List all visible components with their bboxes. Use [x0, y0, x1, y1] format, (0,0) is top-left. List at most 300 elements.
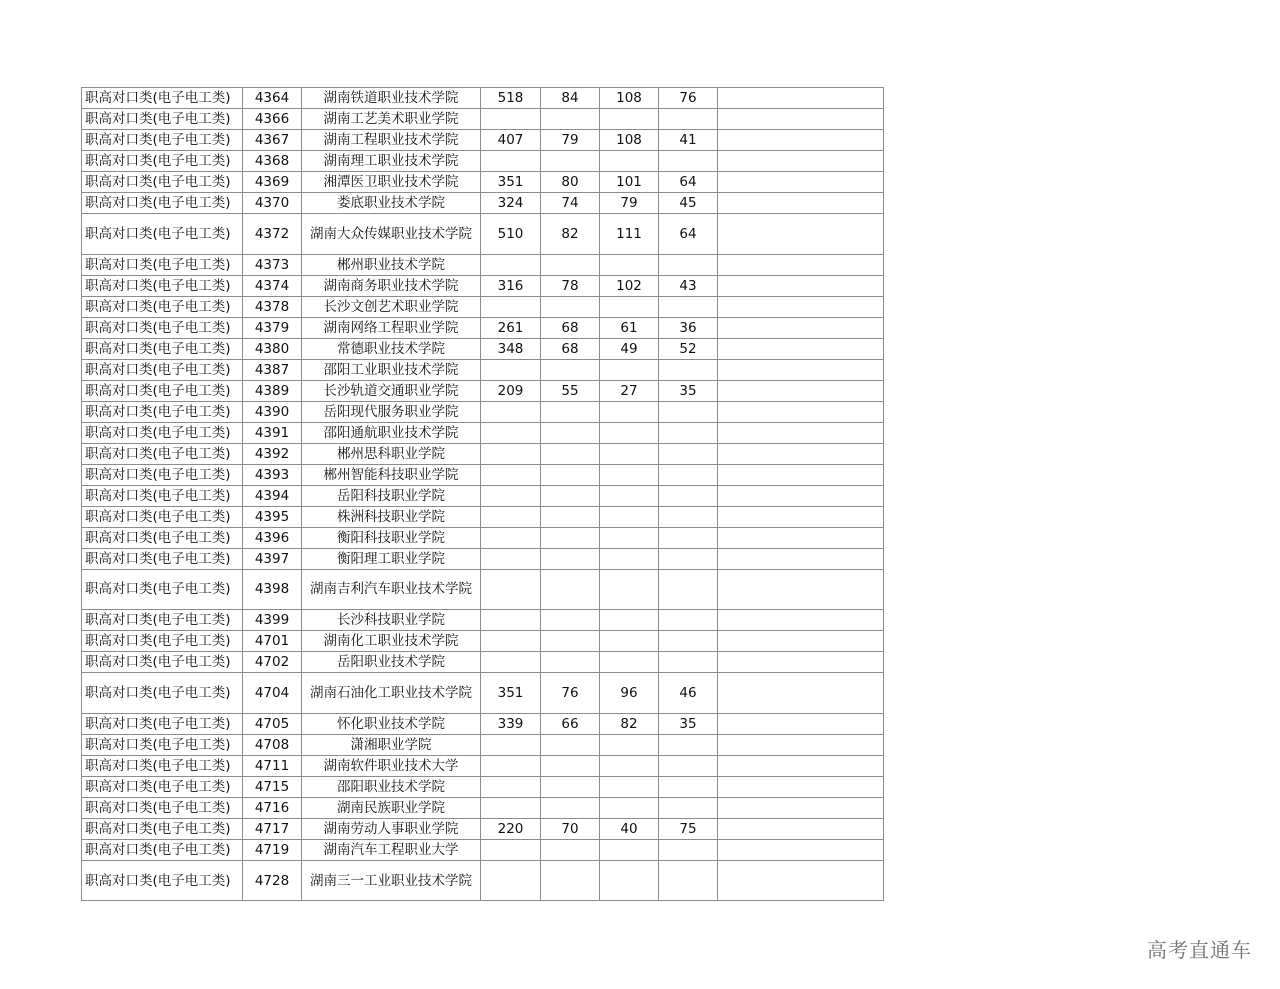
value-cell-4: 45: [659, 193, 718, 214]
school-name-cell: 岳阳职业技术学院: [302, 652, 481, 673]
category-cell: 职高对口类(电子电工类): [82, 569, 243, 610]
category-cell: 职高对口类(电子电工类): [82, 506, 243, 527]
table-row: [82, 443, 884, 464]
value-cell-2: [541, 734, 600, 755]
category-cell: 职高对口类(电子电工类): [82, 401, 243, 422]
code-cell: 4704: [243, 673, 302, 714]
category-cell: 职高对口类(电子电工类): [82, 464, 243, 485]
code-cell: 4364: [243, 88, 302, 109]
value-cell-5: [718, 506, 884, 527]
code-cell: 4368: [243, 151, 302, 172]
value-cell-3: [600, 506, 659, 527]
value-cell-4: 52: [659, 338, 718, 359]
value-cell-4: [659, 506, 718, 527]
table-row: [82, 464, 884, 485]
school-name-cell: 常德职业技术学院: [302, 338, 481, 359]
category-cell: 职高对口类(电子电工类): [82, 193, 243, 214]
category-cell: 职高对口类(电子电工类): [82, 317, 243, 338]
category-cell: 职高对口类(电子电工类): [82, 88, 243, 109]
value-cell-5: [718, 88, 884, 109]
value-cell-5: [718, 631, 884, 652]
school-name-cell: 衡阳理工职业学院: [302, 548, 481, 569]
value-cell-4: 35: [659, 380, 718, 401]
value-cell-1: [481, 443, 541, 464]
category-cell: 职高对口类(电子电工类): [82, 359, 243, 380]
value-cell-1: [481, 422, 541, 443]
value-cell-3: 108: [600, 130, 659, 151]
category-cell: 职高对口类(电子电工类): [82, 776, 243, 797]
category-cell: 职高对口类(电子电工类): [82, 130, 243, 151]
value-cell-5: [718, 464, 884, 485]
school-name-cell: 湖南商务职业技术学院: [302, 275, 481, 296]
value-cell-5: [718, 401, 884, 422]
watermark-text: 高考直通车: [1147, 938, 1252, 962]
code-cell: 4397: [243, 548, 302, 569]
category-cell: 职高对口类(电子电工类): [82, 631, 243, 652]
value-cell-2: 55: [541, 380, 600, 401]
value-cell-3: [600, 254, 659, 275]
school-name-cell: 长沙文创艺术职业学院: [302, 296, 481, 317]
value-cell-5: [718, 839, 884, 860]
value-cell-1: 316: [481, 275, 541, 296]
value-cell-2: 76: [541, 673, 600, 714]
code-cell: 4387: [243, 359, 302, 380]
value-cell-3: [600, 734, 659, 755]
value-cell-4: [659, 631, 718, 652]
value-cell-1: [481, 839, 541, 860]
value-cell-4: [659, 755, 718, 776]
value-cell-1: [481, 548, 541, 569]
value-cell-1: 324: [481, 193, 541, 214]
table-row: [82, 401, 884, 422]
value-cell-1: [481, 860, 541, 901]
value-cell-4: [659, 254, 718, 275]
value-cell-3: [600, 443, 659, 464]
value-cell-3: 40: [600, 818, 659, 839]
table-row: [82, 422, 884, 443]
value-cell-5: [718, 151, 884, 172]
value-cell-2: [541, 464, 600, 485]
value-cell-2: [541, 610, 600, 631]
value-cell-4: [659, 548, 718, 569]
value-cell-1: [481, 734, 541, 755]
value-cell-1: [481, 631, 541, 652]
category-cell: 职高对口类(电子电工类): [82, 713, 243, 734]
category-cell: 职高对口类(电子电工类): [82, 296, 243, 317]
school-name-cell: 湖南劳动人事职业学院: [302, 818, 481, 839]
value-cell-1: [481, 464, 541, 485]
value-cell-3: 49: [600, 338, 659, 359]
value-cell-2: 74: [541, 193, 600, 214]
value-cell-4: 64: [659, 214, 718, 255]
school-name-cell: 长沙科技职业学院: [302, 610, 481, 631]
school-name-cell: 湖南软件职业技术大学: [302, 755, 481, 776]
value-cell-3: 102: [600, 275, 659, 296]
value-cell-1: [481, 797, 541, 818]
category-cell: 职高对口类(电子电工类): [82, 485, 243, 506]
value-cell-5: [718, 193, 884, 214]
table-row: [82, 214, 884, 255]
value-cell-1: [481, 151, 541, 172]
value-cell-1: 407: [481, 130, 541, 151]
value-cell-3: [600, 527, 659, 548]
category-cell: 职高对口类(电子电工类): [82, 755, 243, 776]
value-cell-2: 84: [541, 88, 600, 109]
school-name-cell: 湖南工程职业技术学院: [302, 130, 481, 151]
value-cell-4: 43: [659, 275, 718, 296]
category-cell: 职高对口类(电子电工类): [82, 380, 243, 401]
value-cell-4: [659, 734, 718, 755]
value-cell-5: [718, 776, 884, 797]
value-cell-2: [541, 569, 600, 610]
value-cell-3: [600, 548, 659, 569]
value-cell-1: 510: [481, 214, 541, 255]
value-cell-2: [541, 548, 600, 569]
value-cell-4: [659, 797, 718, 818]
code-cell: 4705: [243, 713, 302, 734]
value-cell-3: [600, 839, 659, 860]
code-cell: 4399: [243, 610, 302, 631]
category-cell: 职高对口类(电子电工类): [82, 818, 243, 839]
category-cell: 职高对口类(电子电工类): [82, 214, 243, 255]
table-row: [82, 797, 884, 818]
value-cell-2: [541, 506, 600, 527]
value-cell-3: 79: [600, 193, 659, 214]
value-cell-4: [659, 401, 718, 422]
value-cell-2: 80: [541, 172, 600, 193]
value-cell-5: [718, 818, 884, 839]
value-cell-5: [718, 797, 884, 818]
value-cell-2: [541, 359, 600, 380]
table-row: [82, 569, 884, 610]
value-cell-2: [541, 485, 600, 506]
value-cell-4: 46: [659, 673, 718, 714]
value-cell-1: [481, 610, 541, 631]
value-cell-5: [718, 860, 884, 901]
value-cell-4: 75: [659, 818, 718, 839]
school-name-cell: 邵阳通航职业技术学院: [302, 422, 481, 443]
value-cell-5: [718, 569, 884, 610]
value-cell-5: [718, 130, 884, 151]
school-name-cell: 湖南大众传媒职业技术学院: [302, 214, 481, 255]
value-cell-5: [718, 673, 884, 714]
value-cell-5: [718, 485, 884, 506]
value-cell-5: [718, 214, 884, 255]
category-cell: 职高对口类(电子电工类): [82, 839, 243, 860]
value-cell-4: 76: [659, 88, 718, 109]
value-cell-3: 61: [600, 317, 659, 338]
code-cell: 4396: [243, 527, 302, 548]
value-cell-2: [541, 422, 600, 443]
value-cell-2: 79: [541, 130, 600, 151]
value-cell-1: 518: [481, 88, 541, 109]
table-row: [82, 839, 884, 860]
table-row: [82, 275, 884, 296]
value-cell-2: [541, 296, 600, 317]
value-cell-3: [600, 610, 659, 631]
table-row: [82, 818, 884, 839]
value-cell-1: [481, 296, 541, 317]
value-cell-5: [718, 652, 884, 673]
code-cell: 4380: [243, 338, 302, 359]
school-name-cell: 长沙轨道交通职业学院: [302, 380, 481, 401]
value-cell-1: [481, 359, 541, 380]
code-cell: 4392: [243, 443, 302, 464]
value-cell-4: [659, 485, 718, 506]
school-name-cell: 湖南理工职业技术学院: [302, 151, 481, 172]
table-row: [82, 380, 884, 401]
code-cell: 4366: [243, 109, 302, 130]
value-cell-3: 111: [600, 214, 659, 255]
table-row: [82, 109, 884, 130]
table-row: [82, 359, 884, 380]
value-cell-2: [541, 652, 600, 673]
value-cell-3: [600, 776, 659, 797]
value-cell-2: [541, 443, 600, 464]
table-row: [82, 860, 884, 901]
table-row: [82, 338, 884, 359]
table-row: [82, 88, 884, 109]
value-cell-3: [600, 464, 659, 485]
value-cell-1: [481, 109, 541, 130]
code-cell: 4372: [243, 214, 302, 255]
school-name-cell: 潇湘职业学院: [302, 734, 481, 755]
category-cell: 职高对口类(电子电工类): [82, 652, 243, 673]
code-cell: 4367: [243, 130, 302, 151]
score-table: [81, 87, 884, 901]
value-cell-4: 41: [659, 130, 718, 151]
code-cell: 4373: [243, 254, 302, 275]
table-row: [82, 485, 884, 506]
table-row: [82, 527, 884, 548]
table-row: [82, 254, 884, 275]
value-cell-2: [541, 254, 600, 275]
category-cell: 职高对口类(电子电工类): [82, 338, 243, 359]
value-cell-1: 351: [481, 673, 541, 714]
value-cell-3: [600, 151, 659, 172]
value-cell-2: 68: [541, 317, 600, 338]
category-cell: 职高对口类(电子电工类): [82, 172, 243, 193]
code-cell: 4715: [243, 776, 302, 797]
code-cell: 4391: [243, 422, 302, 443]
code-cell: 4716: [243, 797, 302, 818]
value-cell-4: [659, 109, 718, 130]
value-cell-4: [659, 359, 718, 380]
value-cell-1: 209: [481, 380, 541, 401]
table-row: [82, 506, 884, 527]
value-cell-3: [600, 296, 659, 317]
value-cell-4: [659, 860, 718, 901]
value-cell-3: [600, 422, 659, 443]
value-cell-4: 64: [659, 172, 718, 193]
value-cell-3: 82: [600, 713, 659, 734]
value-cell-5: [718, 755, 884, 776]
value-cell-5: [718, 380, 884, 401]
category-cell: 职高对口类(电子电工类): [82, 275, 243, 296]
table-body: [82, 88, 884, 901]
value-cell-1: 348: [481, 338, 541, 359]
school-name-cell: 郴州职业技术学院: [302, 254, 481, 275]
value-cell-2: [541, 776, 600, 797]
category-cell: 职高对口类(电子电工类): [82, 443, 243, 464]
value-cell-1: [481, 527, 541, 548]
value-cell-5: [718, 338, 884, 359]
table-row: [82, 631, 884, 652]
code-cell: 4701: [243, 631, 302, 652]
table-row: [82, 776, 884, 797]
code-cell: 4393: [243, 464, 302, 485]
category-cell: 职高对口类(电子电工类): [82, 422, 243, 443]
value-cell-3: 27: [600, 380, 659, 401]
category-cell: 职高对口类(电子电工类): [82, 151, 243, 172]
value-cell-1: [481, 506, 541, 527]
school-name-cell: 湖南铁道职业技术学院: [302, 88, 481, 109]
value-cell-5: [718, 275, 884, 296]
code-cell: 4398: [243, 569, 302, 610]
code-cell: 4702: [243, 652, 302, 673]
school-name-cell: 湖南工艺美术职业学院: [302, 109, 481, 130]
school-name-cell: 湖南三一工业职业技术学院: [302, 860, 481, 901]
value-cell-3: [600, 569, 659, 610]
value-cell-2: [541, 839, 600, 860]
code-cell: 4395: [243, 506, 302, 527]
table-row: [82, 296, 884, 317]
value-cell-5: [718, 734, 884, 755]
value-cell-3: [600, 359, 659, 380]
value-cell-2: 78: [541, 275, 600, 296]
value-cell-4: [659, 527, 718, 548]
value-cell-5: [718, 296, 884, 317]
value-cell-4: [659, 296, 718, 317]
value-cell-5: [718, 713, 884, 734]
code-cell: 4708: [243, 734, 302, 755]
value-cell-4: [659, 443, 718, 464]
value-cell-5: [718, 527, 884, 548]
value-cell-2: [541, 527, 600, 548]
value-cell-1: [481, 254, 541, 275]
category-cell: 职高对口类(电子电工类): [82, 254, 243, 275]
value-cell-1: [481, 485, 541, 506]
category-cell: 职高对口类(电子电工类): [82, 860, 243, 901]
value-cell-5: [718, 359, 884, 380]
value-cell-1: 261: [481, 317, 541, 338]
school-name-cell: 湖南化工职业技术学院: [302, 631, 481, 652]
value-cell-2: 68: [541, 338, 600, 359]
table-row: [82, 151, 884, 172]
table-row: [82, 734, 884, 755]
value-cell-2: 66: [541, 713, 600, 734]
value-cell-5: [718, 109, 884, 130]
value-cell-4: 36: [659, 317, 718, 338]
value-cell-5: [718, 548, 884, 569]
value-cell-4: [659, 776, 718, 797]
school-name-cell: 岳阳科技职业学院: [302, 485, 481, 506]
table-row: [82, 130, 884, 151]
value-cell-4: [659, 151, 718, 172]
value-cell-1: [481, 401, 541, 422]
value-cell-2: [541, 631, 600, 652]
value-cell-4: [659, 652, 718, 673]
school-name-cell: 湖南民族职业学院: [302, 797, 481, 818]
value-cell-1: 339: [481, 713, 541, 734]
school-name-cell: 娄底职业技术学院: [302, 193, 481, 214]
school-name-cell: 衡阳科技职业学院: [302, 527, 481, 548]
value-cell-3: [600, 631, 659, 652]
value-cell-4: 35: [659, 713, 718, 734]
table-row: [82, 193, 884, 214]
value-cell-3: [600, 860, 659, 901]
value-cell-4: [659, 839, 718, 860]
value-cell-2: [541, 797, 600, 818]
value-cell-1: [481, 569, 541, 610]
category-cell: 职高对口类(电子电工类): [82, 548, 243, 569]
school-name-cell: 湖南吉利汽车职业技术学院: [302, 569, 481, 610]
school-name-cell: 岳阳现代服务职业学院: [302, 401, 481, 422]
value-cell-2: [541, 755, 600, 776]
category-cell: 职高对口类(电子电工类): [82, 797, 243, 818]
code-cell: 4369: [243, 172, 302, 193]
value-cell-3: [600, 755, 659, 776]
value-cell-5: [718, 422, 884, 443]
school-name-cell: 邵阳工业职业技术学院: [302, 359, 481, 380]
value-cell-3: 108: [600, 88, 659, 109]
value-cell-1: 351: [481, 172, 541, 193]
code-cell: 4394: [243, 485, 302, 506]
value-cell-2: [541, 401, 600, 422]
value-cell-1: [481, 776, 541, 797]
value-cell-2: [541, 151, 600, 172]
school-name-cell: 株洲科技职业学院: [302, 506, 481, 527]
school-name-cell: 郴州智能科技职业学院: [302, 464, 481, 485]
code-cell: 4374: [243, 275, 302, 296]
value-cell-1: [481, 652, 541, 673]
school-name-cell: 郴州思科职业学院: [302, 443, 481, 464]
value-cell-4: [659, 569, 718, 610]
value-cell-3: [600, 797, 659, 818]
value-cell-2: 82: [541, 214, 600, 255]
school-name-cell: 怀化职业技术学院: [302, 713, 481, 734]
table-row: [82, 673, 884, 714]
code-cell: 4717: [243, 818, 302, 839]
code-cell: 4711: [243, 755, 302, 776]
school-name-cell: 湘潭医卫职业技术学院: [302, 172, 481, 193]
table-row: [82, 548, 884, 569]
school-name-cell: 湖南汽车工程职业大学: [302, 839, 481, 860]
table-row: [82, 755, 884, 776]
category-cell: 职高对口类(电子电工类): [82, 610, 243, 631]
value-cell-4: [659, 610, 718, 631]
code-cell: 4370: [243, 193, 302, 214]
value-cell-5: [718, 317, 884, 338]
school-name-cell: 湖南网络工程职业学院: [302, 317, 481, 338]
school-name-cell: 湖南石油化工职业技术学院: [302, 673, 481, 714]
table-row: [82, 172, 884, 193]
value-cell-5: [718, 254, 884, 275]
category-cell: 职高对口类(电子电工类): [82, 673, 243, 714]
value-cell-2: [541, 860, 600, 901]
code-cell: 4379: [243, 317, 302, 338]
code-cell: 4719: [243, 839, 302, 860]
category-cell: 职高对口类(电子电工类): [82, 527, 243, 548]
table-row: [82, 652, 884, 673]
school-name-cell: 邵阳职业技术学院: [302, 776, 481, 797]
code-cell: 4389: [243, 380, 302, 401]
value-cell-3: [600, 652, 659, 673]
table-row: [82, 317, 884, 338]
code-cell: 4390: [243, 401, 302, 422]
code-cell: 4378: [243, 296, 302, 317]
value-cell-4: [659, 422, 718, 443]
